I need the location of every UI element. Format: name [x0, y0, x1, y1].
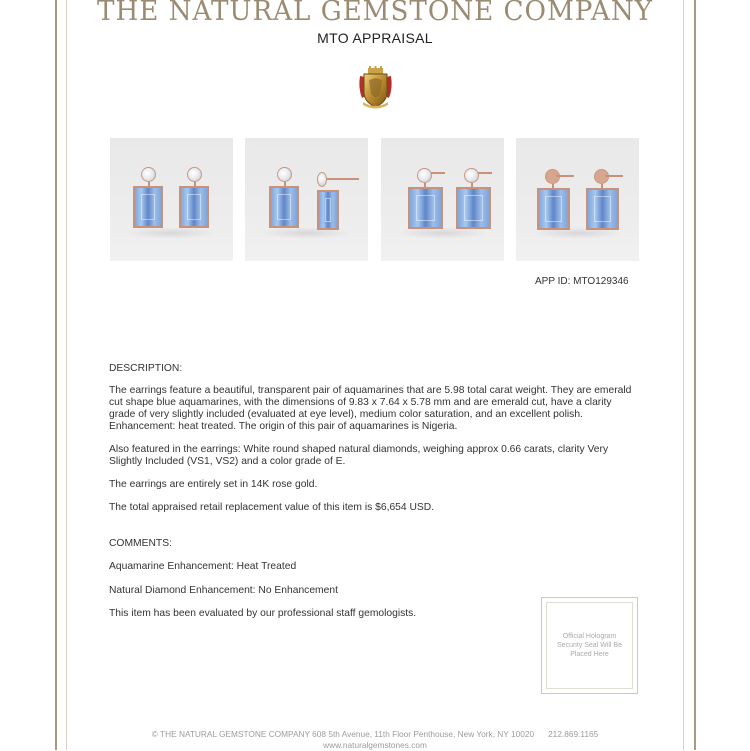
- product-photo-2[interactable]: [245, 138, 368, 261]
- aquamarine-icon: [408, 187, 443, 229]
- earring-post: [478, 172, 492, 174]
- comments-heading: COMMENTS:: [109, 538, 172, 549]
- description-text: The earrings are entirely set in 14K rose gold.: [109, 479, 318, 490]
- footer-address-line: [0, 729, 750, 740]
- seal-text: Official Hologram Security Seal Will Be Placed Here: [557, 633, 622, 658]
- photo-shadow: [125, 227, 218, 239]
- aquamarine-icon: [133, 186, 163, 228]
- appraisal-id: APP ID: MTO129346: [535, 276, 629, 287]
- earring-post: [556, 175, 574, 177]
- earring-post: [431, 172, 445, 174]
- diamond-icon: [464, 168, 479, 183]
- product-photo-4[interactable]: [516, 138, 639, 261]
- product-photo-3[interactable]: [381, 138, 504, 261]
- aquamarine-icon: [317, 190, 339, 230]
- aquamarine-icon: [179, 186, 209, 228]
- description-heading: DESCRIPTION:: [109, 363, 183, 374]
- diamond-icon: [141, 167, 156, 182]
- product-photo-1[interactable]: [110, 138, 233, 261]
- aquamarine-icon: [537, 188, 570, 230]
- footer-phone: 212.869.1165: [548, 729, 599, 739]
- earring-post: [327, 178, 359, 180]
- diamond-icon: [317, 172, 327, 187]
- description-paragraph-1: [109, 385, 639, 433]
- crest-logo-icon: [357, 66, 394, 110]
- aquamarine-icon: [269, 186, 299, 228]
- frame-border-right-outer: [694, 0, 696, 750]
- aquamarine-icon: [456, 187, 491, 229]
- comment-diamond-enhancement: Natural Diamond Enhancement: No Enhancement: [109, 585, 338, 596]
- appraised-value: [109, 502, 639, 514]
- hologram-seal-placeholder: [541, 597, 638, 694]
- diamond-icon: [277, 167, 292, 182]
- aquamarine-icon: [586, 188, 619, 230]
- company-name: THE NATURAL GEMSTONE COMPANY: [97, 0, 653, 27]
- frame-border-left-outer: [55, 0, 57, 750]
- photo-shadow: [260, 227, 353, 239]
- diamond-icon: [187, 167, 202, 182]
- comment-evaluation-note: This item has been evaluated by our professional staff gemologists.: [109, 608, 417, 619]
- description-text: The earrings feature a beautiful, transparent pair of aquamarines that are 5.98 total carat weight. They are emerald cut shape blue aquamarines, with the dimensions of 9.83 x 7.64 x 5.78 mm and are emerald cut, have a clarity grade of very slightly included (evaluated at eye level), medium color saturation, and an excellent polish. Enhancement: heat treated. The origin of this pair of aquamarines is Nigeria.: [109, 385, 632, 432]
- description-text: Also featured in the earrings: White round shaped natural diamonds, weighing approx 0.66 carats, clarity Very Slightly Included (VS1, VS2) and a color grade of E.: [109, 444, 609, 467]
- comment-aquamarine-enhancement: Aquamarine Enhancement: Heat Treated: [109, 561, 297, 572]
- appraised-value-text: The total appraised retail replacement value of this item is $6,654 USD.: [109, 502, 435, 513]
- footer: [0, 729, 750, 751]
- description-paragraph-2: [109, 444, 639, 468]
- frame-border-left-inner: [66, 0, 67, 750]
- seal-inner-border: [546, 602, 633, 689]
- earring-post: [605, 175, 623, 177]
- footer-website[interactable]: www.naturalgemstones.com: [323, 740, 427, 750]
- document-title: MTO APPRAISAL: [317, 30, 433, 46]
- footer-company-address: © THE NATURAL GEMSTONE COMPANY 608 5th Avenue, 11th Floor Penthouse, New York, NY 10020: [151, 729, 535, 739]
- description-paragraph-3: [109, 479, 639, 491]
- frame-border-right-inner: [683, 0, 684, 750]
- diamond-icon: [417, 168, 432, 183]
